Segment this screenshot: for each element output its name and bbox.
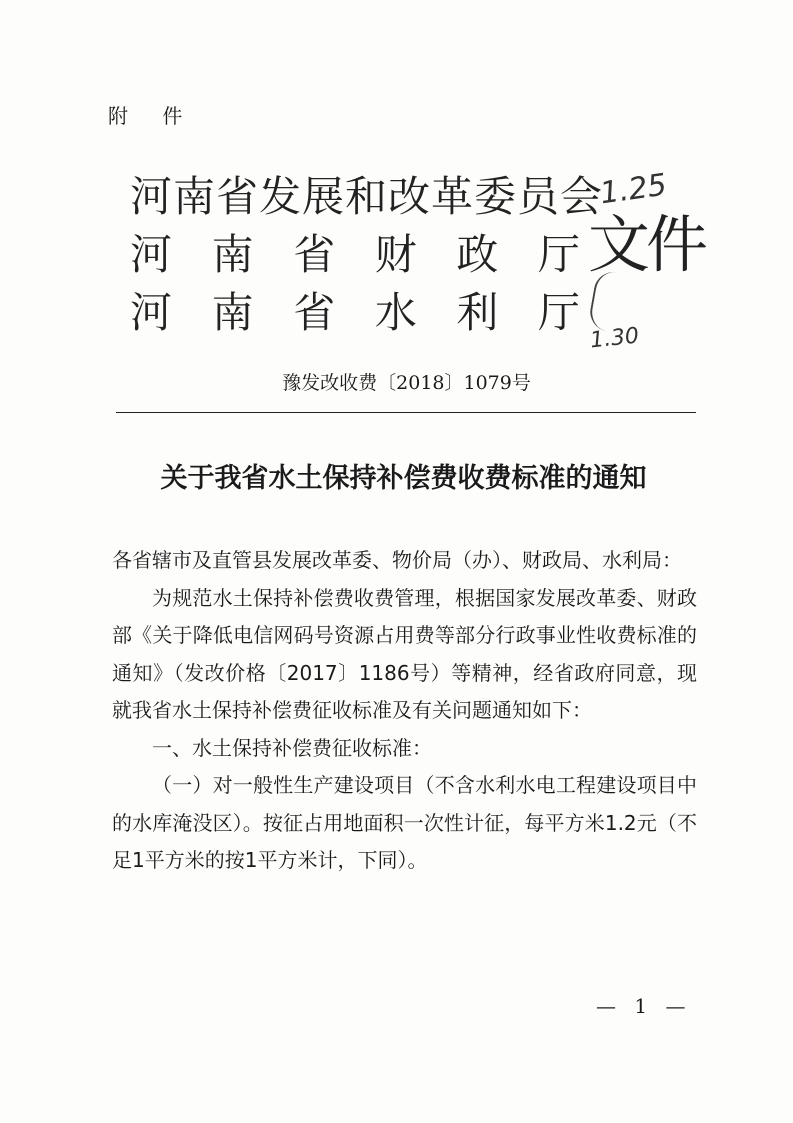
- document-title: 关于我省水土保持补偿费收费标准的通知: [160, 463, 647, 494]
- issuer-char: 河: [130, 288, 173, 337]
- issuer-char: 政: [456, 230, 499, 279]
- section-heading: 一、水土保持补偿费征收标准：: [152, 735, 432, 760]
- issuer-char: 南: [211, 230, 254, 279]
- issuer-char: 水: [374, 288, 417, 337]
- paragraph-item-1: （一）对一般性生产建设项目（不含水利水电工程建设项目中的水库淹没区）。按征占用地面积一次性计征，每平方米1.2元（不足1平方米的按1平方米计，下同）。: [112, 773, 697, 872]
- handwritten-note-bottom: 1.30: [588, 323, 641, 354]
- handwritten-note-top: 1.25: [597, 167, 669, 212]
- issuer-char: 财: [374, 230, 417, 279]
- issuer-char: 南: [211, 288, 254, 337]
- issuer-block: [130, 168, 610, 342]
- document-body: [112, 542, 697, 880]
- issuer-char: 省: [293, 288, 336, 337]
- issuer-char: 利: [456, 288, 499, 337]
- header-divider: [116, 412, 696, 413]
- issuer-char: 厅: [537, 288, 580, 337]
- page-number: — 1 —: [596, 994, 692, 1018]
- document-number: 豫发改收费〔2018〕1079号: [282, 372, 531, 394]
- issuer-char: 省: [293, 230, 336, 279]
- document-word: 文件: [588, 208, 705, 281]
- paragraph-intro: 为规范水土保持补偿费收费管理，根据国家发展改革委、财政部《关于降低电信网码号资源占用费等部分行政事业性收费标准的通知》（发改价格〔2017〕1186号）等精神，经省政府同意，现就我省水土保持补偿费征收标准及有关问题通知如下：: [112, 585, 697, 722]
- attachment-label: 附 件: [108, 104, 197, 128]
- issuer-ndrc: 河南省发展和改革委员会: [130, 172, 604, 221]
- addressee: 各省辖市及直管县发展改革委、物价局（办）、财政局、水利局：: [112, 548, 682, 572]
- issuer-water: [130, 284, 580, 342]
- issuer-char: 河: [130, 230, 173, 279]
- issuer-finance: [130, 226, 580, 284]
- issuer-char: 厅: [537, 230, 580, 279]
